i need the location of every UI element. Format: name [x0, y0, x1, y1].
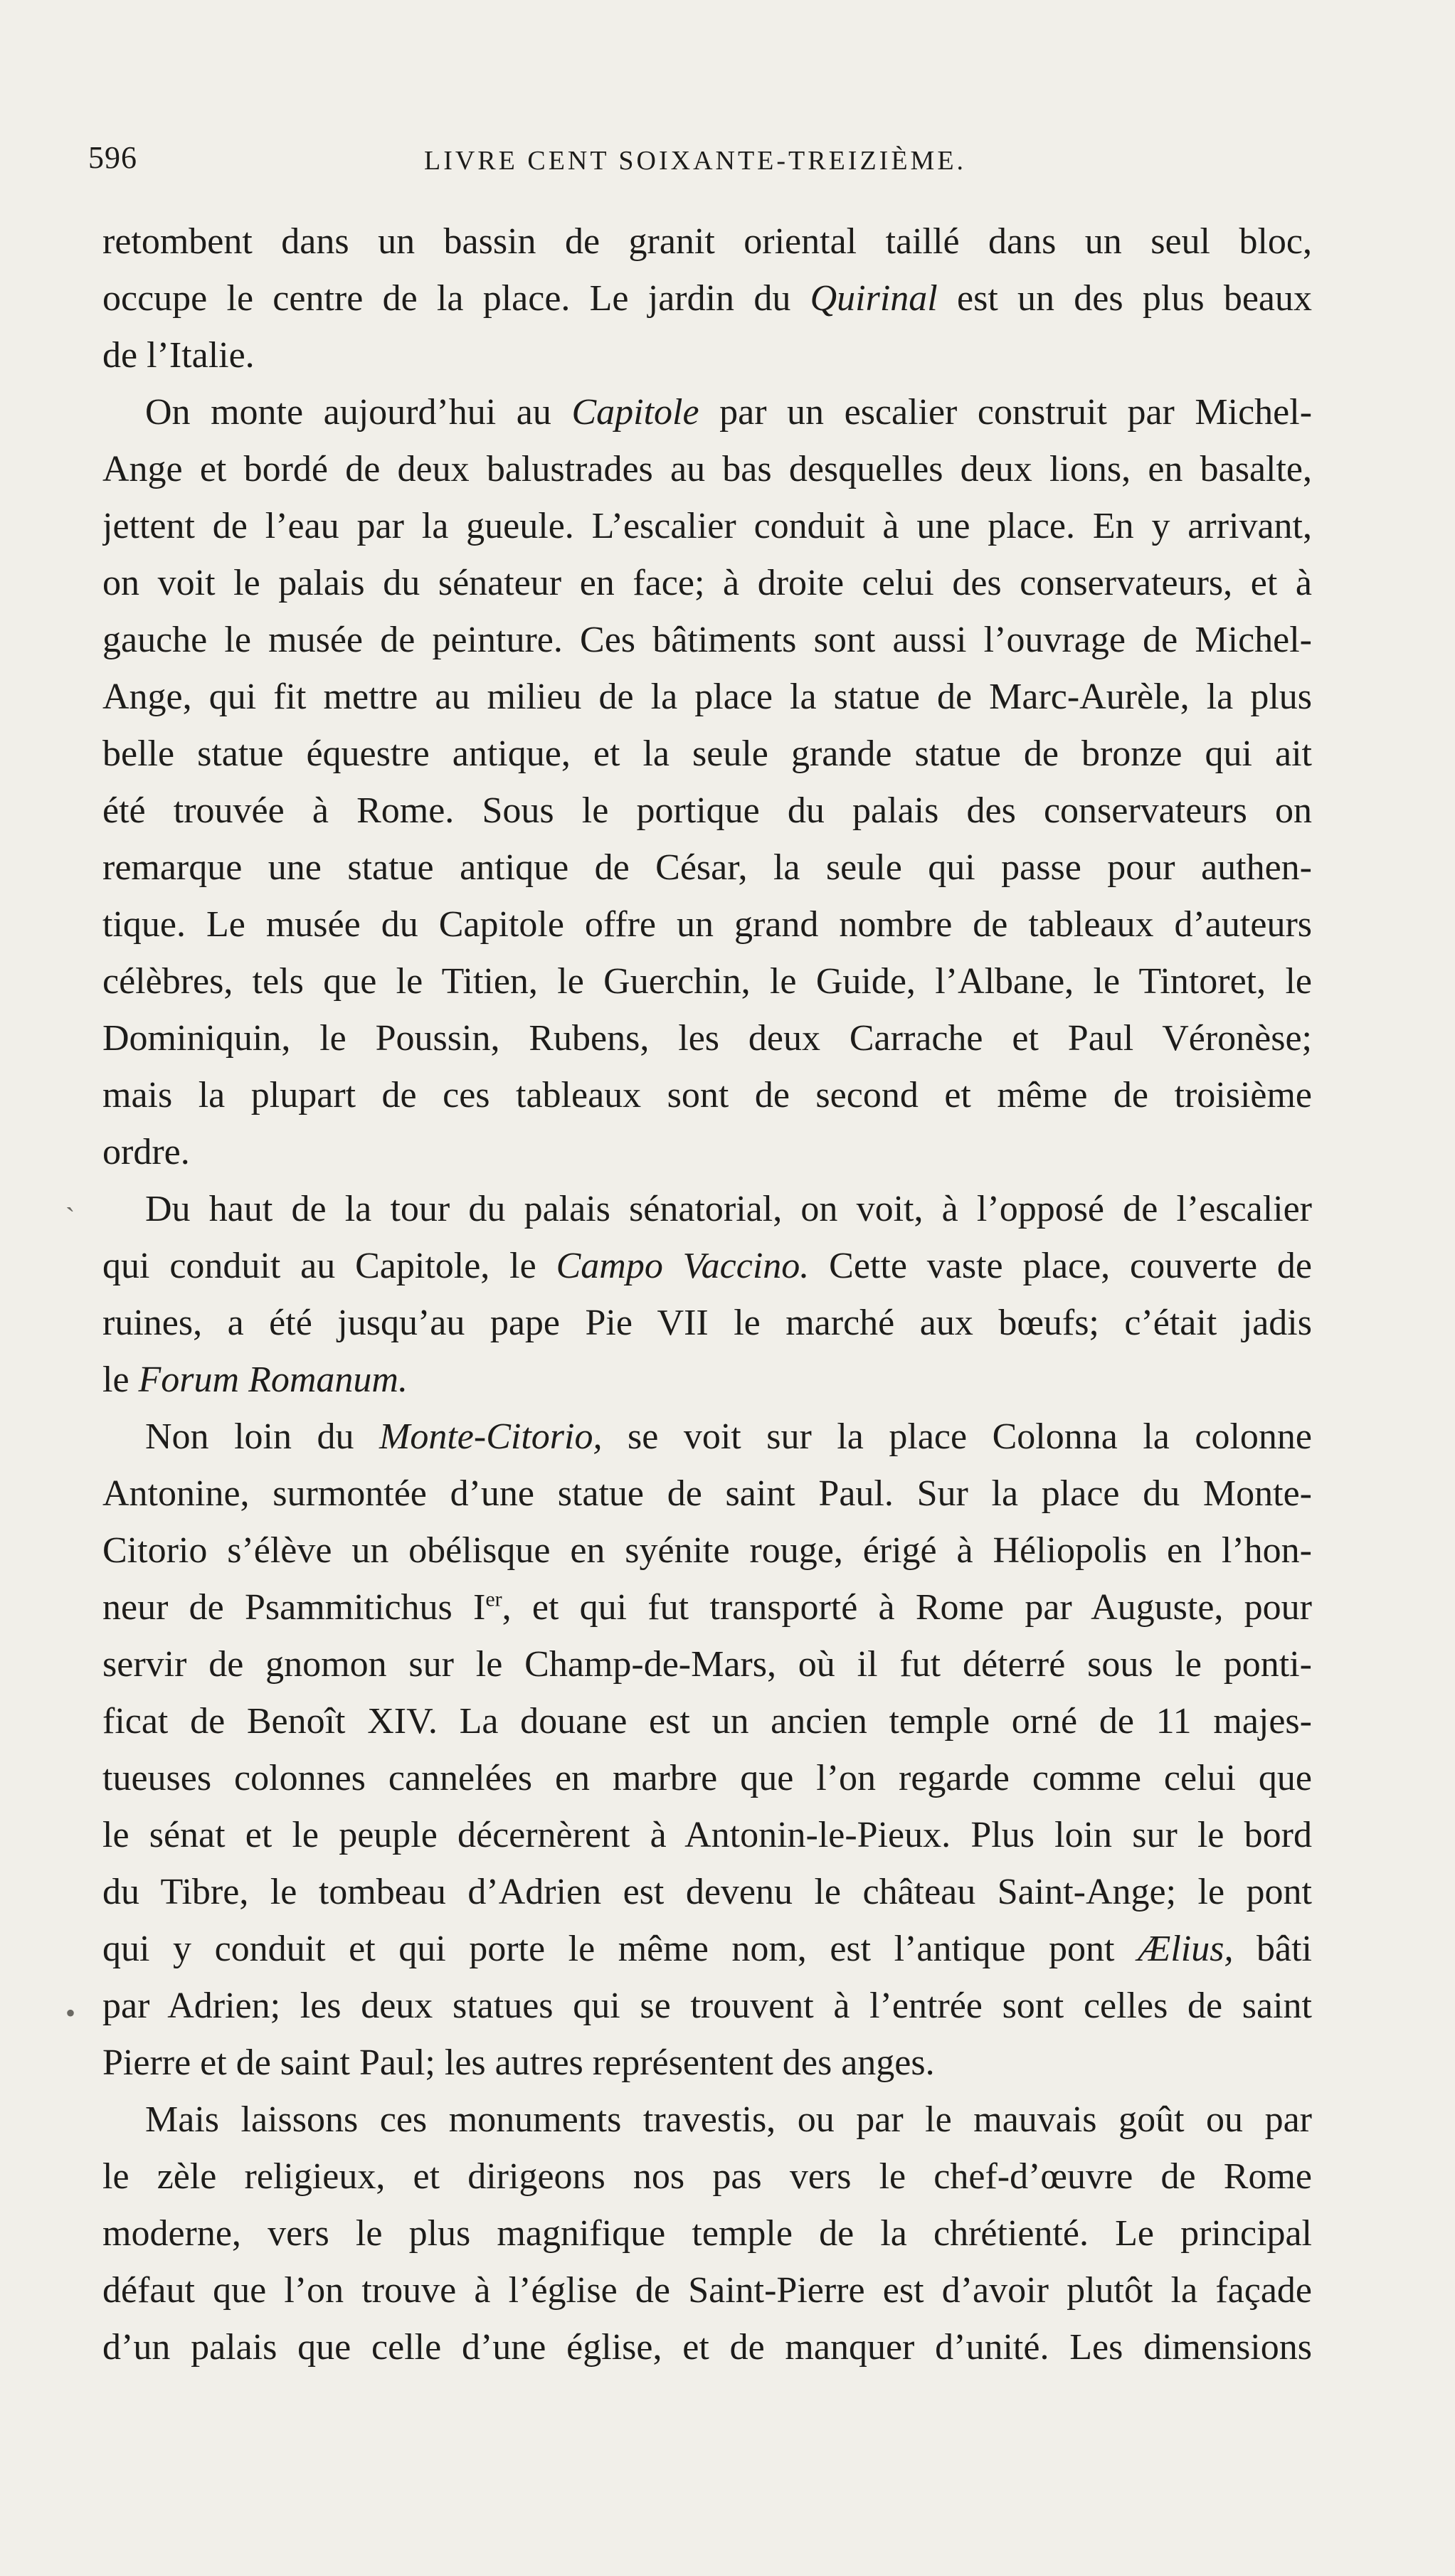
- text-line: neur de Psammitichus Ier, et qui fut transporté à Rome par Auguste, pour: [102, 1587, 1312, 1628]
- text-line: par Adrien; les deux statues qui se trouvent à l’entrée sont celles de saint: [102, 1986, 1312, 2026]
- paragraph-start: Non loin du Monte-Citorio, se voit sur la place Colonna la colonne: [145, 1416, 1312, 1457]
- text-line: qui y conduit et qui porte le même nom, est l’antique pont Ælius, bâti: [102, 1929, 1312, 1969]
- text-line: ficat de Benoît XIV. La douane est un ancien temple orné de 11 majes-: [102, 1701, 1312, 1742]
- text-line: Dominiquin, le Poussin, Rubens, les deux Carrache et Paul Véronèse;: [102, 1018, 1312, 1059]
- paragraph-start: Du haut de la tour du palais sénatorial, on voit, à l’opposé de l’escalier: [145, 1189, 1312, 1229]
- text-line: retombent dans un bassin de granit oriental taillé dans un seul bloc,: [102, 221, 1312, 262]
- text-line: Antonine, surmontée d’une statue de saint Paul. Sur la place du Monte-: [102, 1473, 1312, 1514]
- text-line: le sénat et le peuple décernèrent à Antonin-le-Pieux. Plus loin sur le bord: [102, 1815, 1312, 1855]
- text-line: Citorio s’élève un obélisque en syénite rouge, érigé à Héliopolis en l’hon-: [102, 1530, 1312, 1571]
- text-line: gauche le musée de peinture. Ces bâtiments sont aussi l’ouvrage de Michel-: [102, 620, 1312, 660]
- text-line: remarque une statue antique de César, la seule qui passe pour authen-: [102, 847, 1312, 888]
- text-line: Pierre et de saint Paul; les autres représentent des anges.: [102, 2042, 935, 2083]
- text-line: Ange, qui fit mettre au milieu de la place la statue de Marc-Aurèle, la plus: [102, 677, 1312, 717]
- text-line: été trouvée à Rome. Sous le portique du palais des conservateurs on: [102, 790, 1312, 831]
- text-line: moderne, vers le plus magnifique temple de la chrétienté. Le principal: [102, 2213, 1312, 2254]
- text-line: ordre.: [102, 1132, 190, 1172]
- page-number: 596: [88, 140, 137, 175]
- text-line: ruines, a été jusqu’au pape Pie VII le marché aux bœufs; c’était jadis: [102, 1303, 1312, 1343]
- margin-mark: `: [65, 1202, 75, 1234]
- text-line: défaut que l’on trouve à l’église de Saint-Pierre est d’avoir plutôt la façade: [102, 2270, 1312, 2311]
- text-line: le Forum Romanum.: [102, 1359, 408, 1400]
- text-line: de l’Italie.: [102, 335, 255, 376]
- text-line: mais la plupart de ces tableaux sont de second et même de troisième: [102, 1075, 1312, 1115]
- paragraph-start: On monte aujourd’hui au Capitole par un escalier construit par Michel-: [145, 392, 1312, 433]
- text-line: le zèle religieux, et dirigeons nos pas vers le chef-d’œuvre de Rome: [102, 2156, 1312, 2197]
- text-line: occupe le centre de la place. Le jardin du Quirinal est un des plus beaux: [102, 278, 1312, 319]
- page-header: [88, 139, 1369, 182]
- text-line: d’un palais que celle d’une église, et de manquer d’unité. Les dimensions: [102, 2327, 1312, 2368]
- body-text: [102, 213, 1312, 2376]
- margin-mark: •: [65, 1997, 76, 2029]
- text-line: on voit le palais du sénateur en face; à droite celui des conservateurs, et à: [102, 563, 1312, 603]
- running-head: LIVRE CENT SOIXANTE-TREIZIÈME.: [424, 146, 967, 176]
- text-line: Ange et bordé de deux balustrades au bas desquelles deux lions, en basalte,: [102, 449, 1312, 489]
- paragraph-start: Mais laissons ces monuments travestis, ou par le mauvais goût ou par: [145, 2099, 1312, 2140]
- text-line: célèbres, tels que le Titien, le Guerchin, le Guide, l’Albane, le Tintoret, le: [102, 961, 1312, 1002]
- text-line: tueuses colonnes cannelées en marbre que l’on regarde comme celui que: [102, 1758, 1312, 1798]
- text-line: jettent de l’eau par la gueule. L’escalier conduit à une place. En y arrivant,: [102, 506, 1312, 546]
- text-line: belle statue équestre antique, et la seule grande statue de bronze qui ait: [102, 733, 1312, 774]
- text-line: du Tibre, le tombeau d’Adrien est devenu le château Saint-Ange; le pont: [102, 1872, 1312, 1912]
- text-line: qui conduit au Capitole, le Campo Vaccino. Cette vaste place, couverte de: [102, 1246, 1312, 1286]
- text-line: tique. Le musée du Capitole offre un grand nombre de tableaux d’auteurs: [102, 904, 1312, 945]
- text-line: servir de gnomon sur le Champ-de-Mars, où il fut déterré sous le ponti-: [102, 1644, 1312, 1685]
